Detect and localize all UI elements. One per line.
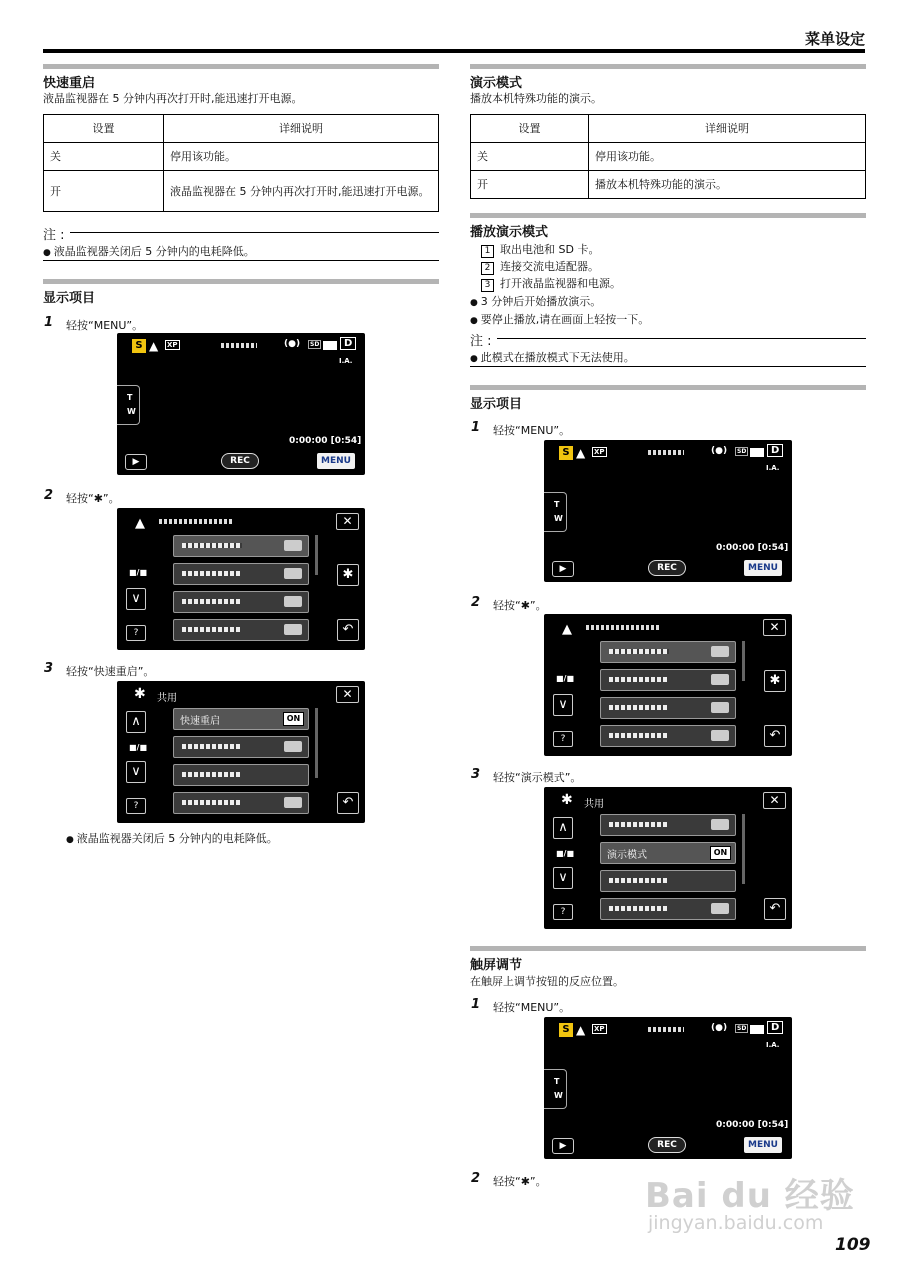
step-number: 1 [44,315,54,330]
camera-common-menu-screen [117,681,365,823]
blurred-text [648,1027,684,1032]
section-bar [470,213,866,218]
table-header-detail: 详细说明 [589,115,866,143]
numbered-step: 2 连接交流电适配器。 [481,258,599,275]
close-icon[interactable]: ✕ [336,686,359,703]
camera-common-menu-screen [544,787,792,929]
stabilizer-icon: (●) [711,446,728,456]
blurred-text [221,343,257,348]
table-header-setting: 设置 [471,115,589,143]
zoom-wide-label: W [554,514,563,523]
numbered-step: 1 取出电池和 SD 卡。 [481,241,599,258]
chevron-up-icon[interactable]: ∧ [126,711,146,733]
rec-button[interactable]: REC [648,560,686,576]
quality-xp-icon: XP [594,448,605,456]
gear-icon: ✱ [93,492,103,505]
numbered-step-text: 连接交流电适配器。 [500,260,599,273]
table-cell-detail: 停用该功能。 [589,143,866,171]
table-cell-detail: 停用该功能。 [164,143,439,171]
help-icon[interactable]: ? [553,904,573,920]
table-cell-setting: 开 [471,171,589,199]
page-indicator: ■/■ [129,568,148,577]
bullet-text: ● 液晶监视器关闭后 5 分钟内的电耗降低。 [66,830,278,846]
sd-card-icon: SD [310,341,320,348]
gear-icon: ✱ [134,686,146,702]
stabilizer-icon: (●) [711,1023,728,1033]
playback-button[interactable]: ▶ [552,561,574,577]
table-cell-setting: 关 [471,143,589,171]
help-icon[interactable]: ? [126,798,146,814]
menu-item[interactable] [173,792,309,814]
ia-indicator: I.A. [766,464,780,472]
gear-icon: ✱ [520,599,530,612]
bullet-text: ● 要停止播放,请在画面上轻按一下。 [470,311,649,327]
step-number: 1 [471,420,481,435]
menu-item[interactable] [173,563,309,585]
step-number: 3 [44,661,54,676]
menu-item[interactable] [173,736,309,758]
step-text-post: ”。 [529,1175,547,1188]
chevron-down-icon[interactable]: ∨ [553,867,573,889]
step-text: 轻按“MENU”。 [66,319,144,332]
playback-button[interactable]: ▶ [552,1138,574,1154]
zoom-tele-label: T [554,1077,560,1086]
chevron-down-icon[interactable]: ∨ [553,694,573,716]
baidu-watermark-logo: Bai du 经验 [645,1176,855,1216]
camera-record-screen [544,1017,792,1159]
step-text-pre: 轻按“ [66,492,94,505]
gear-icon: ✱ [520,1175,530,1188]
menu-item[interactable] [173,764,309,786]
section-desc: 在触屏上调节按钮的反应位置。 [470,975,624,988]
step-text [493,597,547,613]
section-title-display: 显示项目 [470,397,523,412]
close-icon[interactable]: ✕ [336,513,359,530]
help-icon[interactable]: ? [553,731,573,747]
step-text-post: ”。 [529,599,547,612]
gear-icon[interactable]: ✱ [337,564,359,586]
section-desc: 液晶监视器在 5 分钟内再次打开时,能迅速打开电源。 [43,92,303,105]
scrollbar[interactable] [315,708,318,778]
step-text: 轻按“MENU”。 [493,424,571,437]
battery-icon [323,341,337,350]
mode-s-icon: S [559,446,573,460]
section-title-quick-restart: 快速重启 [43,76,96,91]
mode-s-icon: S [559,1023,573,1037]
menu-item[interactable] [173,591,309,613]
close-icon[interactable]: ✕ [763,792,786,809]
step-number: 2 [44,488,54,503]
back-icon[interactable]: ↶ [337,792,359,814]
video-camera-icon: ▲ [576,1023,586,1037]
section-bar [43,64,439,69]
menu-item[interactable] [600,814,736,836]
quick-restart-table [43,114,439,212]
chevron-up-icon[interactable]: ∧ [553,817,573,839]
page-indicator: ■/■ [129,743,148,752]
date-icon: D [340,337,356,350]
gear-icon[interactable]: ✱ [764,670,786,692]
section-bar [43,279,439,284]
zoom-wide-label: W [554,1091,563,1100]
step-number: 1 [471,997,481,1012]
camera-menu-screen [117,508,365,650]
menu-button[interactable]: MENU [317,453,355,469]
section-bar [470,385,866,390]
watermark-url: jingyan.baidu.com [648,1212,824,1234]
step-text: 轻按“演示模式”。 [493,771,582,784]
step-text: 轻按“快速重启”。 [66,665,155,678]
table-header-detail: 详细说明 [164,115,439,143]
date-icon: D [767,444,783,457]
rec-button[interactable]: REC [648,1137,686,1153]
zoom-control[interactable] [544,492,567,532]
zoom-tele-label: T [127,393,133,402]
bullet-text: ● 3 分钟后开始播放演示。 [470,293,601,309]
step-text-pre: 轻按“ [493,599,521,612]
date-icon: D [767,1021,783,1034]
back-icon[interactable]: ↶ [337,619,359,641]
section-bar [470,64,866,69]
numbered-step-text: 取出电池和 SD 卡。 [500,243,600,256]
step-text [493,1173,547,1189]
numbered-step: 3 打开液晶监视器和电源。 [481,275,621,292]
back-icon[interactable]: ↶ [764,725,786,747]
menu-item[interactable] [600,898,736,920]
page-number: 109 [835,1235,871,1255]
section-title-play-demo: 播放演示模式 [470,225,549,240]
time-counter: 0:00:00 [0:54] [716,1120,789,1130]
playback-button[interactable]: ▶ [125,454,147,470]
video-camera-icon: ▲ [135,516,145,531]
note-rule [70,232,439,233]
zoom-control[interactable] [117,385,140,425]
blurred-text [586,625,660,630]
note-rule [497,338,866,339]
menu-button[interactable]: MENU [744,1137,782,1153]
menu-item[interactable] [173,619,309,641]
table-cell-detail: 液晶监视器在 5 分钟内再次打开时,能迅速打开电源。 [164,171,439,212]
step-number: 2 [471,595,481,610]
scrollbar[interactable] [742,641,745,681]
step-text: 轻按“MENU”。 [493,1001,571,1014]
header-title: 菜单设定 [804,30,865,48]
menu-item-demo-mode[interactable]: 演示模式 ON [600,842,736,864]
page-indicator: ■/■ [556,674,575,683]
camera-record-screen [544,440,792,582]
zoom-wide-label: W [127,407,136,416]
battery-icon [750,448,764,457]
rec-button[interactable]: REC [221,453,259,469]
chevron-down-icon[interactable]: ∨ [126,588,146,610]
back-icon[interactable]: ↶ [764,898,786,920]
section-title-demo-mode: 演示模式 [470,76,523,91]
step-text [66,490,120,506]
menu-item-quick-restart[interactable]: 快速重启 ON [173,708,309,730]
table-cell-setting: 开 [44,171,164,212]
note-rule [470,366,866,367]
note-rule [43,260,439,261]
time-counter: 0:00:00 [0:54] [716,543,789,553]
camera-menu-screen [544,614,792,756]
menu-title: 共用 [157,693,177,704]
help-icon[interactable]: ? [126,625,146,641]
zoom-tele-label: T [554,500,560,509]
numbered-step-text: 打开液晶监视器和电源。 [500,277,621,290]
sd-card-icon: SD [737,448,747,455]
step-number: 2 [471,1171,481,1186]
on-badge: ON [283,712,304,726]
section-bar [470,946,866,951]
on-badge: ON [710,846,731,860]
menu-item[interactable] [600,669,736,691]
menu-button[interactable]: MENU [744,560,782,576]
battery-icon [750,1025,764,1034]
camera-record-screen [117,333,365,475]
stabilizer-icon: (●) [284,339,301,349]
step-text-post: ”。 [102,492,120,505]
scrollbar[interactable] [742,814,745,884]
table-cell-detail: 播放本机特殊功能的演示。 [589,171,866,199]
ia-indicator: I.A. [766,1041,780,1049]
demo-mode-table [470,114,866,199]
note-label: 注 : [470,334,492,349]
menu-item[interactable] [600,641,736,663]
menu-item[interactable] [600,725,736,747]
table-header-setting: 设置 [44,115,164,143]
menu-item[interactable] [600,870,736,892]
chevron-down-icon[interactable]: ∨ [126,761,146,783]
ia-indicator: I.A. [339,357,353,365]
page-indicator: ■/■ [556,849,575,858]
menu-title: 共用 [584,799,604,810]
scrollbar[interactable] [315,535,318,575]
blurred-text [648,450,684,455]
zoom-control[interactable] [544,1069,567,1109]
table-cell-setting: 关 [44,143,164,171]
video-camera-icon: ▲ [562,622,572,637]
close-icon[interactable]: ✕ [763,619,786,636]
sd-card-icon: SD [737,1025,747,1032]
section-title-display: 显示项目 [43,291,96,306]
mode-s-icon: S [132,339,146,353]
video-camera-icon: ▲ [576,446,586,460]
menu-item[interactable] [173,535,309,557]
header-rule [43,49,865,53]
note-text: ● 液晶监视器关闭后 5 分钟内的电耗降低。 [43,243,255,259]
time-counter: 0:00:00 [0:54] [289,436,362,446]
blurred-text [159,519,233,524]
note-label: 注 : [43,228,65,243]
section-desc: 播放本机特殊功能的演示。 [470,92,602,105]
step-text-pre: 轻按“ [493,1175,521,1188]
section-title-touch-adjust: 触屏调节 [470,958,523,973]
video-camera-icon: ▲ [149,339,159,353]
menu-item[interactable] [600,697,736,719]
gear-icon: ✱ [561,792,573,808]
quality-xp-icon: XP [594,1025,605,1033]
step-number: 3 [471,767,481,782]
quality-xp-icon: XP [167,341,178,349]
note-text: ● 此模式在播放模式下无法使用。 [470,349,635,365]
